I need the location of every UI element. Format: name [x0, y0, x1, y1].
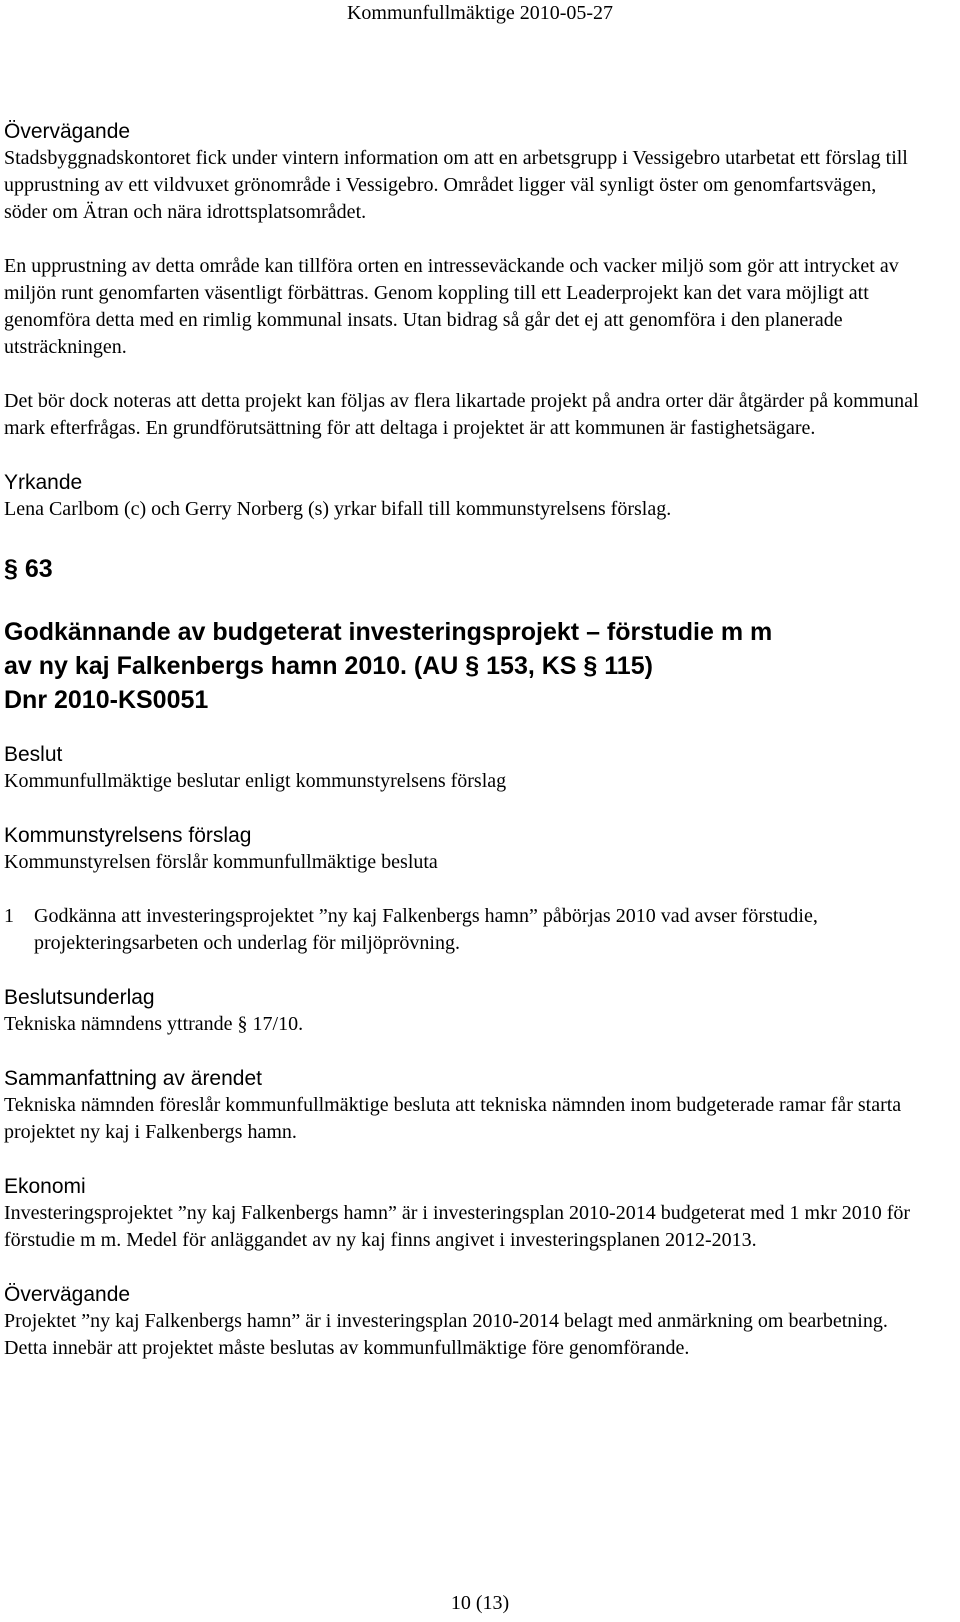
heading-ks-forslag: Kommunstyrelsens förslag	[4, 824, 252, 847]
section-title-line: av ny kaj Falkenbergs hamn 2010. (AU § 153, KS § 115)	[4, 652, 653, 680]
paragraph: Tekniska nämndens yttrande § 17/10.	[4, 1013, 304, 1035]
paragraph: Kommunstyrelsen förslår kommunfullmäktige besluta	[4, 851, 438, 873]
section-title-line: Godkännande av budgeterat investeringsprojekt – förstudie m m	[4, 618, 773, 646]
document-body	[4, 118, 924, 1362]
paragraph: Investeringsprojektet ”ny kaj Falkenbergs hamn” är i investeringsplan 2010-2014 budgeterat med 1 mkr 2010 för förstudie m m. Medel för anläggandet av ny kaj finns angivet i investeringsplanen 2012-2013.	[4, 1202, 911, 1251]
section-number: § 63	[4, 555, 53, 583]
heading-ekonomi: Ekonomi	[4, 1175, 86, 1198]
numbered-item	[4, 903, 924, 957]
paragraph: Lena Carlbom (c) och Gerry Norberg (s) yrkar bifall till kommunstyrelsens förslag.	[4, 498, 672, 520]
heading-sammanfattning: Sammanfattning av ärendet	[4, 1067, 262, 1090]
page-header: Kommunfullmäktige 2010-05-27	[346, 2, 614, 24]
paragraph: Det bör dock noteras att detta projekt kan följas av flera likartade projekt på andra orter där åtgärder på kommunal mark efterfrågas. En grundförutsättning för att deltaga i projektet är att kommunen är fastighetsägare.	[4, 390, 919, 439]
paragraph: Kommunfullmäktige beslutar enligt kommunstyrelsens förslag	[4, 770, 507, 792]
heading-overvagande: Övervägande	[4, 120, 131, 143]
paragraph: En upprustning av detta område kan tillföra orten en intresseväckande och vacker miljö som gör att intrycket av miljön runt genomfarten väsentligt förbättras. Genom koppling till ett Leaderprojekt kan det vara möjligt att genomföra detta med en rimlig kommunal insats. Utan bidrag så går det ej att genomföra i den planerade utsträckningen.	[4, 255, 899, 358]
heading-overvagande-2: Övervägande	[4, 1283, 131, 1306]
heading-beslut: Beslut	[4, 743, 63, 766]
paragraph: Stadsbyggnadskontoret fick under vintern information om att en arbetsgrupp i Vessigebro utarbetat ett förslag till upprustning av ett vildvuxet grönområde i Vessigebro. Området ligger väl synligt öster om genomfartsvägen, söder om Ätran och nära idrottsplatsområdet.	[4, 147, 908, 223]
item-number: 1	[4, 905, 14, 927]
item-text: Godkänna att investeringsprojektet ”ny kaj Falkenbergs hamn” påbörjas 2010 vad avser förstudie, projekteringsarbeten och underlag för miljöprövning.	[34, 905, 818, 954]
paragraph: Projektet ”ny kaj Falkenbergs hamn” är i investeringsplan 2010-2014 belagt med anmärkning om bearbetning. Detta innebär att projektet måste beslutas av kommunfullmäktige före genomförande.	[4, 1310, 888, 1359]
paragraph: Tekniska nämnden föreslår kommunfullmäktige besluta att tekniska nämnden inom budgeterade ramar får starta projektet ny kaj i Falkenbergs hamn.	[4, 1094, 902, 1143]
page-number: 10 (13)	[450, 1592, 510, 1614]
section-dnr: Dnr 2010-KS0051	[4, 686, 209, 714]
heading-beslutsunderlag: Beslutsunderlag	[4, 986, 155, 1009]
heading-yrkande: Yrkande	[4, 471, 83, 494]
